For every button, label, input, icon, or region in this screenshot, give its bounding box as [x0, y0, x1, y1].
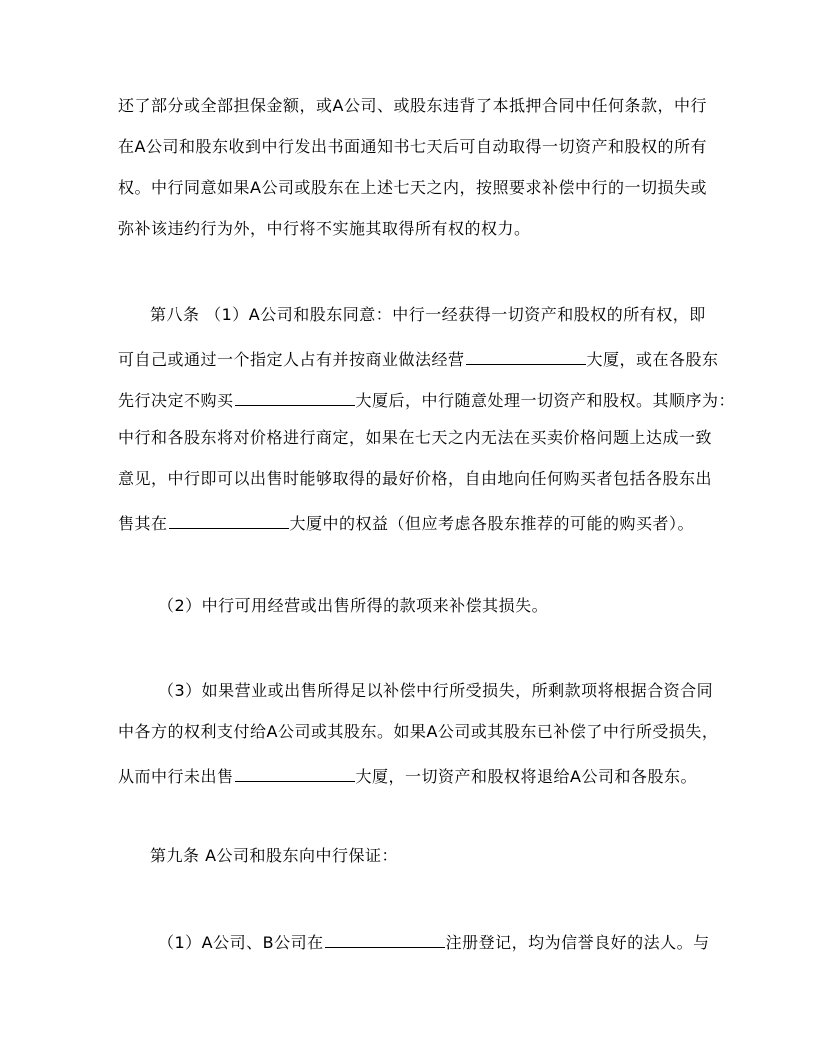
paragraph-line: 中各方的权利支付给A公司或其股东。如果A公司或其股东已补偿了中行所受损失，	[118, 722, 719, 741]
text-segment: （1）A公司、B公司在	[158, 933, 324, 952]
fill-in-blank	[169, 510, 289, 529]
paragraph-line	[118, 510, 694, 534]
paragraph-line	[118, 763, 697, 787]
paragraph-line: 在A公司和股东收到中行发出书面通知书七天后可自动取得一切资产和股权的所有	[118, 137, 707, 156]
text-segment: 注册登记，均为信誉良好的法人。与	[445, 933, 710, 952]
fill-in-blank	[466, 346, 586, 365]
paragraph-line: 还了部分或全部担保金额，或A公司、或股东违背了本抵押合同中任何条款，中行	[118, 96, 707, 115]
paragraph-line: 中行和各股东将对价格进行商定，如果在七天之内无法在买卖价格问题上达成一致	[118, 428, 713, 447]
text-segment: 可自己或通过一个指定人占有并按商业做法经营	[118, 350, 465, 369]
article-9-heading: 第九条 A公司和股东向中行保证：	[150, 846, 399, 865]
text-segment: 大厦中的权益（但应考虑各股东推荐的可能的购买者）。	[289, 514, 695, 533]
paragraph-line: 权。中行同意如果A公司或股东在上述七天之内，按照要求补偿中行的一切损失或	[118, 178, 707, 197]
fill-in-blank	[325, 929, 445, 948]
fill-in-blank	[235, 763, 355, 782]
article-8-item-2: （2）中行可用经营或出售所得的款项来补偿其损失。	[158, 596, 549, 615]
paragraph-line: 弥补该违约行为外，中行将不实施其取得所有权的权力。	[118, 219, 531, 238]
text-segment: 先行决定不购买	[118, 391, 234, 410]
article-9-item-1	[158, 929, 710, 953]
text-segment: 大厦，或在各股东	[586, 350, 719, 369]
paragraph-line	[118, 387, 735, 411]
fill-in-blank	[235, 387, 355, 406]
paragraph-line: 意见，中行即可以出售时能够取得的最好价格，自由地向任何购买者包括各股东出	[118, 469, 713, 488]
paragraph-line	[118, 346, 719, 370]
article-8-item-3: （3）如果营业或出售所得足以补偿中行所受损失，所剩款项将根据合资合同	[158, 681, 714, 700]
text-segment: 大厦后，中行随意处理一切资产和股权。其顺序为：	[355, 391, 736, 410]
text-segment: 售其在	[118, 514, 168, 533]
text-segment: 大厦，一切资产和股权将退给A公司和各股东。	[355, 767, 697, 786]
text-segment: 从而中行未出售	[118, 767, 234, 786]
article-8-heading-line: 第八条 （1）A公司和股东同意：中行一经获得一切资产和股权的所有权，即	[150, 305, 706, 324]
